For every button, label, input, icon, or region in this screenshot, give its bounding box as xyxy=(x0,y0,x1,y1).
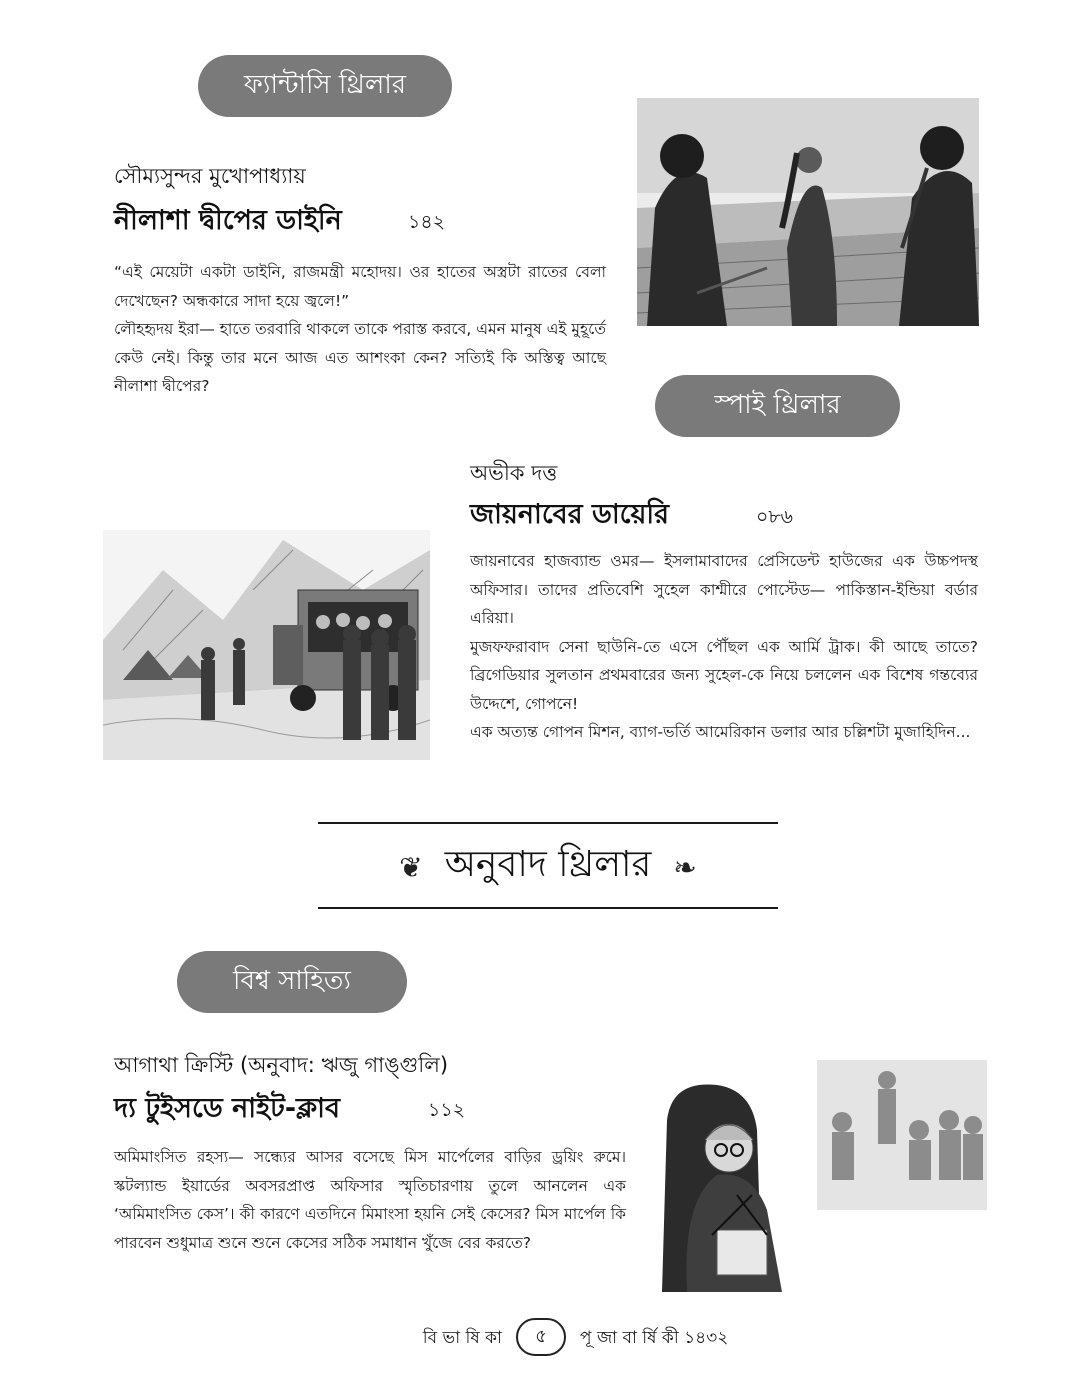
section-label-spy xyxy=(655,375,900,437)
divider-bottom xyxy=(318,907,778,909)
blurb-paragraph: মুজফফরাবাদ সেনা ছাউনি-তে এসে পৌঁছল এক আর্মি ট্রাক। কী আছে তাতে? ব্রিগেডিয়ার সুলতান প্রথমবারের জন্য সুহেল-কে নিয়ে চললেন এক বিশেষ গন্তব্যের উদ্দেশে, গোপনে! xyxy=(470,637,978,713)
ornament-right-icon: ❧ xyxy=(673,850,697,884)
illustration-miss-marple xyxy=(657,1060,987,1292)
story-title: দ্য টুইসডে নাইট-ক্লাব xyxy=(114,1093,341,1124)
section-label-fantasy xyxy=(198,55,452,117)
blurb-paragraph: “এই মেয়েটা একটা ডাইনি, রাজমন্ত্রী মহোদয়। ওর হাতের অস্ত্রটা রাতের বেলা দেখেছেন? অন্ধকারে সাদা হয়ে জ্বলে!” xyxy=(114,263,606,310)
ornament-left-icon: ❦ xyxy=(399,850,423,884)
author-name: আগাথা ক্রিস্টি (অনুবাদ: ঋজু গাঙ্গুলি) xyxy=(114,1053,449,1077)
translation-heading-text: অনুবাদ থ্রিলার xyxy=(444,844,652,885)
author-name: সৌম্যসুন্দর মুখোপাধ্যায় xyxy=(114,164,306,188)
translation-heading xyxy=(318,836,778,898)
issue-name: পূ জা বা র্ষি কী ১৪৩২ xyxy=(580,1328,729,1348)
story-title: জায়নাবের ডায়েরি xyxy=(470,499,669,530)
section-label-text: ফ্যান্টাসি থ্রিলার xyxy=(243,70,407,100)
blurb-paragraph: অমিমাংসিত রহস্য— সন্ধ্যের আসর বসেছে মিস মার্পেলের বাড়ির ড্রয়িং রুমে। স্কটল্যান্ড ইয়ার্ডের অবসরপ্রাপ্ত অফিসার স্মৃতিচারণায় তুলে আনলেন এক ‘অমিমাংসিত কেস’। কী কারণে এতদিনে মিমাংসা হয়নি সেই কেসের? মিস মার্পেল কি পারবেন শুধুমাত্র শুনে শুনে কেসের সঠিক সমাধান খুঁজে বের করতে? xyxy=(114,1148,626,1252)
illustration-army-truck xyxy=(103,530,430,760)
page-number: ০৮৬ xyxy=(756,506,794,528)
page-footer xyxy=(320,1318,790,1358)
author-name: অভীক দত্ত xyxy=(470,461,558,485)
divider-top xyxy=(318,822,778,824)
illustration-swordfight xyxy=(637,98,979,326)
blurb-paragraph: লৌহহৃদয় ইরা— হাতে তরবারি থাকলে তাকে পরাস্ত করবে, এমন মানুষ এই মুহূর্তে কেউ নেই। কিন্তু তার মনে আজ এত আশংকা কেন? সত্যিই কি অস্তিত্ব আছে নীলাশা দ্বীপের? xyxy=(114,320,606,395)
story-blurb xyxy=(114,258,606,401)
page-number: ১৪২ xyxy=(408,211,446,233)
section-label-text: বিশ্ব সাহিত্য xyxy=(233,966,351,996)
magazine-name: বি ভা ষি কা xyxy=(422,1328,502,1348)
story-blurb xyxy=(114,1143,626,1257)
page-number: ১১২ xyxy=(428,1099,466,1121)
section-label-world xyxy=(177,951,407,1013)
footer-page-number: ৫ xyxy=(516,1318,566,1356)
blurb-paragraph: জায়নাবের হাজব্যান্ড ওমর— ইসলামাবাদের প্রেসিডেন্ট হাউজের এক উচ্চপদস্থ অফিসার। তাদের প্রতিবেশি সুহেল কাশ্মীরে পোস্টেড— পাকিস্তান-ইন্ডিয়া বর্ডার এরিয়া। xyxy=(470,552,978,627)
blurb-paragraph: এক অত্যন্ত গোপন মিশন, ব্যাগ-ভর্তি আমেরিকান ডলার আর চল্লিশটা মুজাহিদিন... xyxy=(470,723,971,741)
story-blurb xyxy=(470,547,978,747)
story-title: নীলাশা দ্বীপের ডাইনি xyxy=(114,205,342,236)
section-label-text: স্পাই থ্রিলার xyxy=(714,390,841,420)
